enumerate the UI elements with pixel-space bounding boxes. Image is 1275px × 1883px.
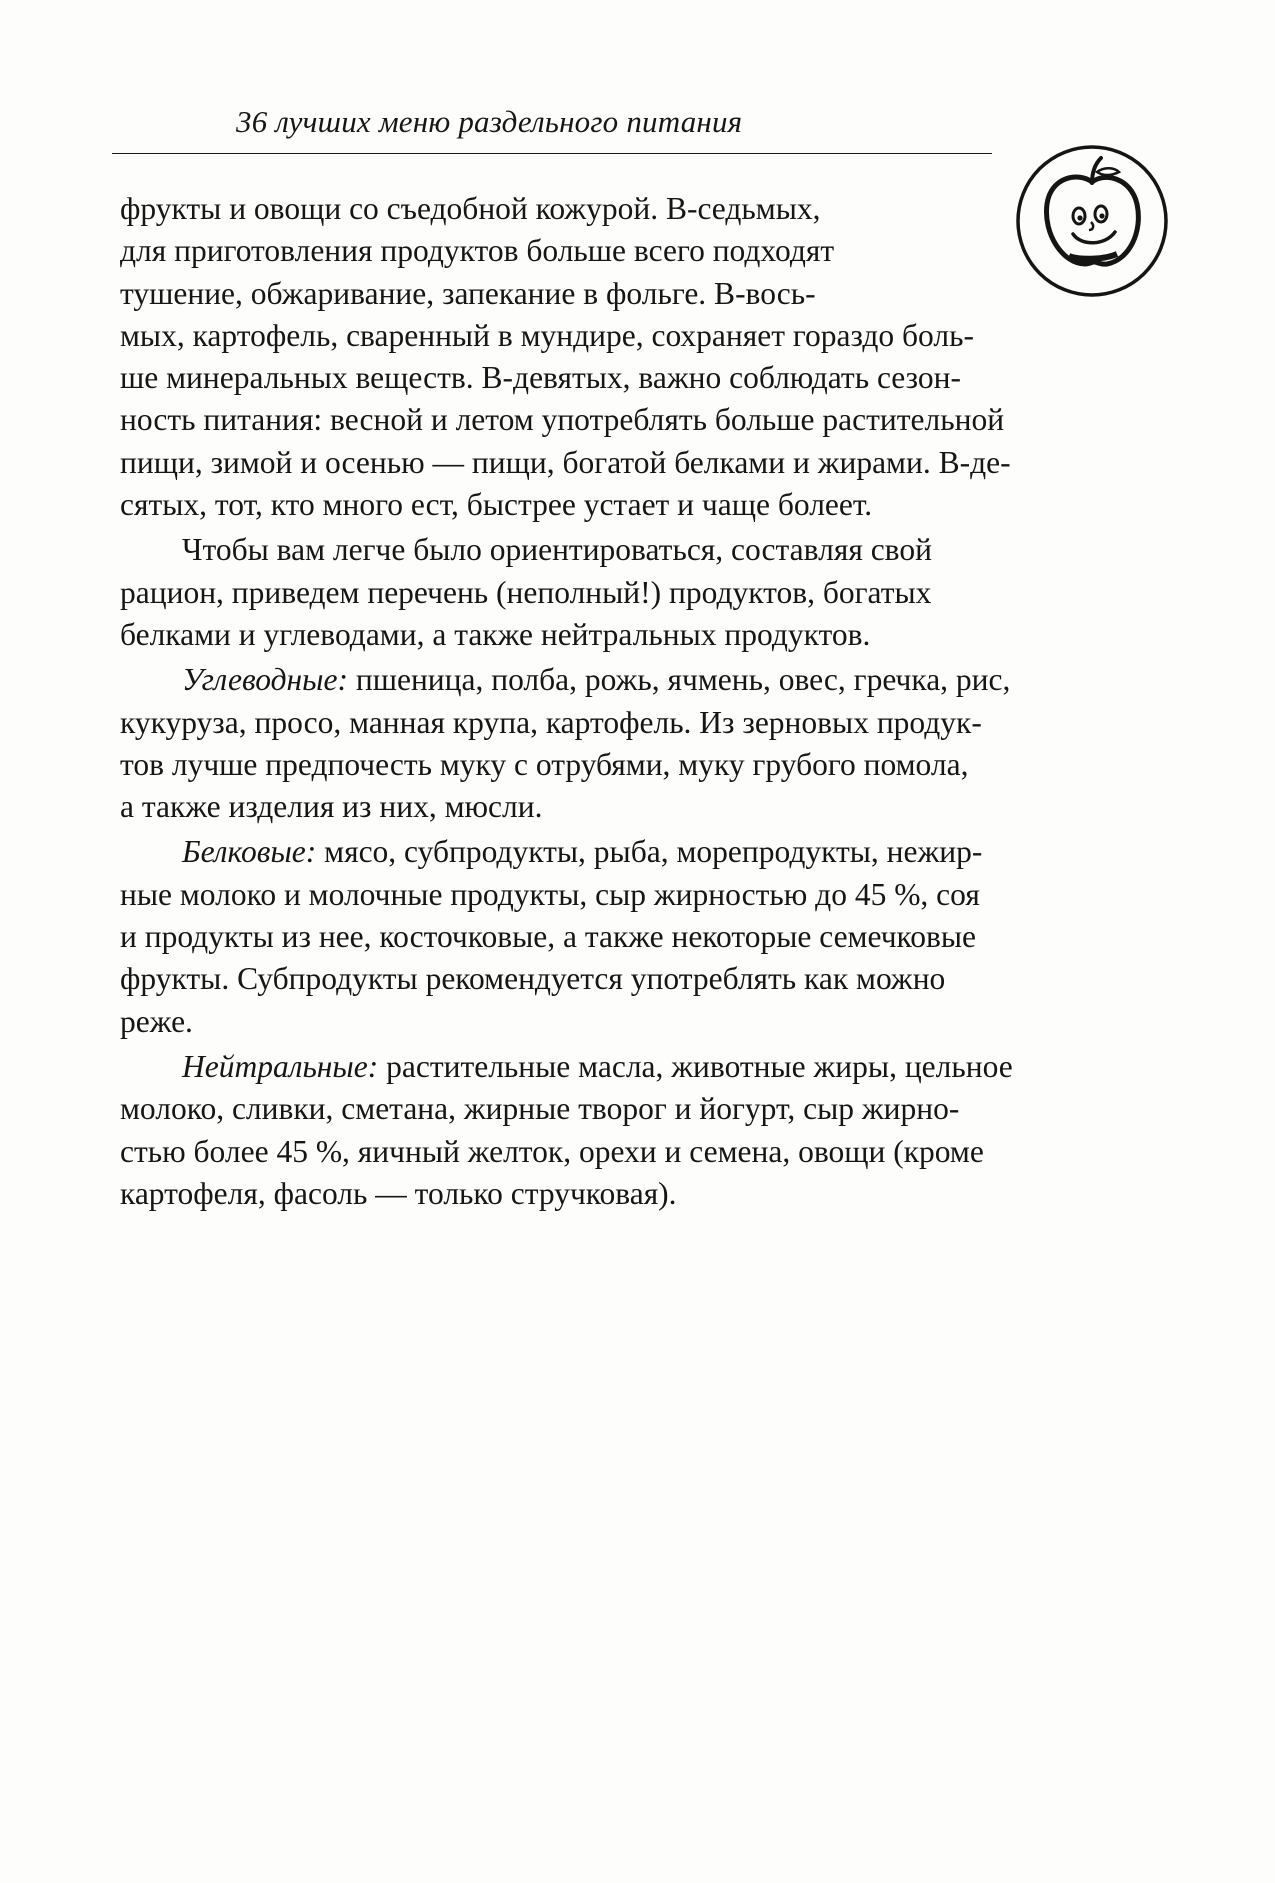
text-line: пищи, зимой и осенью — пищи, богатой белками и жирами. В-де- (120, 444, 1011, 480)
text-line: для приготовления продуктов больше всего подходят (120, 233, 835, 269)
text-line: ные молоко и молочные продукты, сыр жирностью до 45 %, соя (120, 876, 980, 912)
text-line: фрукты. Субпродукты рекомендуется употреблять как можно (120, 961, 946, 997)
text-line: картофеля, фасоль — только стручковая). (120, 1175, 677, 1211)
text-line (120, 831, 1182, 873)
term-protein: Белковые: (182, 834, 317, 870)
body-text (120, 188, 1182, 1215)
text-line: реже. (120, 1003, 193, 1039)
text-line: молоко, сливки, сметана, жирные творог и йогурт, сыр жирно- (120, 1091, 960, 1127)
text-line: белками и углеводами, а также нейтральных продуктов. (120, 616, 871, 652)
text-line: стью более 45 %, яичный желток, орехи и семена, овощи (кроме (120, 1133, 984, 1169)
running-header: 36 лучших меню раздельного питания (236, 104, 743, 139)
text-line-content: растительные масла, животные жиры, цельное (378, 1048, 1013, 1084)
header-rule (112, 153, 992, 154)
text-line-content: Чтобы вам легче было ориентироваться, составляя свой (182, 532, 932, 568)
text-line: тушение, обжаривание, запекание в фольге. В-вось- (120, 275, 816, 311)
text-line (120, 1046, 1182, 1088)
text-line: ность питания: весной и летом употреблять больше растительной (120, 402, 1005, 438)
text-line: и продукты из нее, косточковые, а также некоторые семечковые (120, 919, 977, 955)
text-line: рацион, приведем перечень (неполный!) продуктов, богатых (120, 574, 932, 610)
text-line: а также изделия из них, мюсли. (120, 789, 543, 825)
text-line: фрукты и овощи со съедобной кожурой. В-седьмых, (120, 191, 821, 226)
term-neutral: Нейтральные: (182, 1048, 379, 1084)
text-line-content: пшеница, полба, рожь, ячмень, овес, гречка, рис, (347, 662, 1011, 698)
text-line: сятых, тот, кто много ест, быстрее устает и чаще болеет. (120, 487, 873, 523)
text-line (120, 659, 1182, 701)
text-line: ше минеральных веществ. В-девятых, важно соблюдать сезон- (120, 360, 962, 396)
term-carbohydrate: Углеводные: (182, 662, 348, 698)
text-line-content: мясо, субпродукты, рыба, морепродукты, нежир- (316, 834, 983, 870)
text-line: мых, картофель, сваренный в мундире, сохраняет гораздо боль- (120, 317, 974, 353)
text-line: кукуруза, просо, манная крупа, картофель. Из зерновых продук- (120, 704, 982, 740)
text-line (120, 529, 1182, 571)
text-line: тов лучше предпочесть муку с отрубями, муку грубого помола, (120, 746, 969, 782)
